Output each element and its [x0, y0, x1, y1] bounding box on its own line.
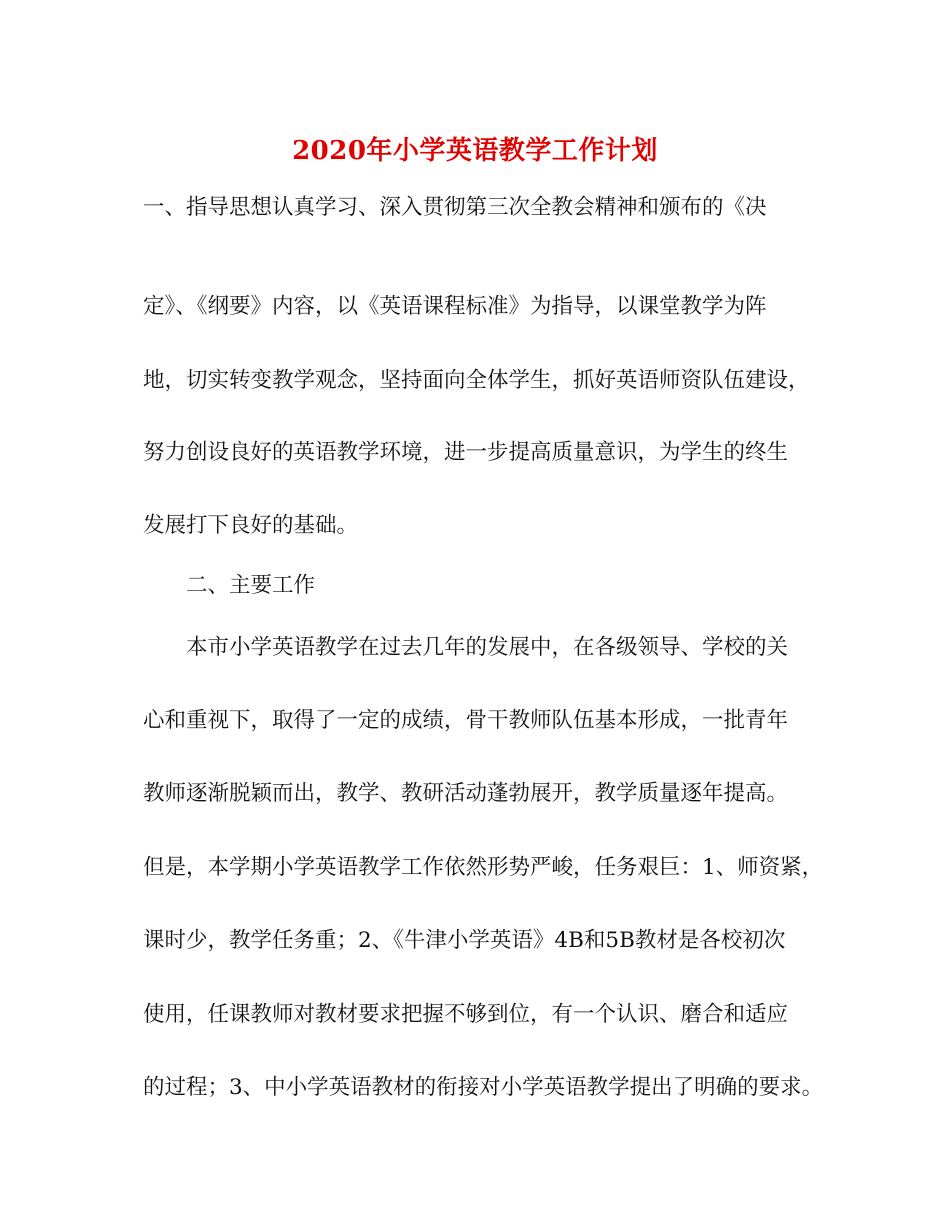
document-title: 2020年小学英语教学工作计划 — [292, 136, 658, 166]
paragraph-line: 的过程；3、中小学英语教材的衔接对小学英语教学提出了明确的要求。 — [143, 1075, 824, 1100]
paragraph-line: 地，切实转变教学观念，坚持面向全体学生，抓好英语师资队伍建设， — [143, 368, 810, 393]
section-heading: 二、主要工作 — [186, 573, 316, 598]
paragraph-line: 心和重视下，取得了一定的成绩，骨干教师队伍基本形成，一批青年 — [143, 708, 789, 733]
paragraph-line: 课时少，教学任务重；2、《牛津小学英语》4B和5B教材是各校初次 — [143, 928, 786, 953]
paragraph-line: 一、指导思想认真学习、深入贯彻第三次全教会精神和颁布的《决 — [143, 195, 767, 220]
paragraph-line: 努力创设良好的英语教学环境，进一步提高质量意识，为学生的终生 — [143, 440, 789, 465]
paragraph-line: 使用，任课教师对教材要求把握不够到位，有一个认识、磨合和适应 — [143, 1002, 789, 1027]
paragraph-line: 教师逐渐脱颖而出，教学、教研活动蓬勃展开，教学质量逐年提高。 — [143, 781, 789, 806]
paragraph-line: 但是，本学期小学英语教学工作依然形势严峻，任务艰巨：1、师资紧， — [143, 855, 824, 880]
paragraph-line: 定》、《纲要》内容，以《英语课程标准》为指导，以课堂教学为阵 — [143, 294, 767, 319]
paragraph-line: 本市小学英语教学在过去几年的发展中，在各级领导、学校的关 — [186, 635, 789, 660]
paragraph-line: 发展打下良好的基础。 — [143, 513, 359, 538]
